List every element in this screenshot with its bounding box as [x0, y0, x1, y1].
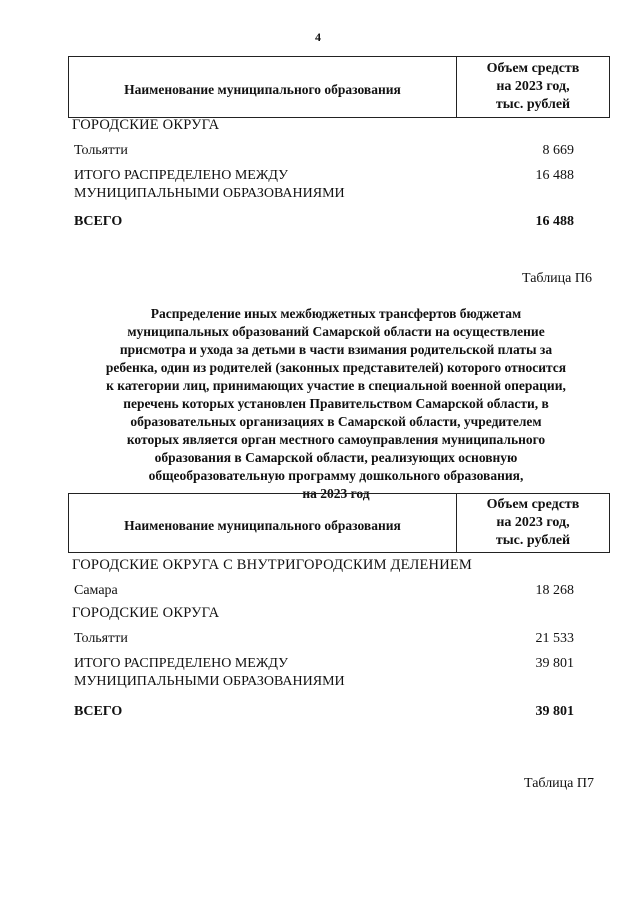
table1-section-city-districts: ГОРОДСКИЕ ОКРУГА [72, 117, 220, 133]
table2-header [68, 493, 610, 553]
table1-row-tolyatti: Тольятти 8 669 [74, 143, 574, 158]
table2-header-value-col: Объем средств на 2023 год, тыс. рублей [486, 497, 580, 548]
table2-header-name-col: Наименование муниципального образования [69, 494, 457, 552]
table1-row-total: ВСЕГО 16 488 [74, 214, 574, 229]
table1-header [68, 56, 610, 118]
table1-header-value-col: Объем средств на 2023 год, тыс. рублей [486, 61, 580, 112]
table2-row-samara: Самара 18 268 [74, 583, 574, 598]
table2-row-total: ВСЕГО 39 801 [74, 704, 574, 719]
table1-header-name-col: Наименование муниципального образования [69, 57, 457, 117]
table-p6-title: Распределение иных межбюджетных трансфертов бюджетам муниципальных образований Самарской области на осуществление присмотра и ухода за детьми в части взимания родительской платы за ребенка, один из родителей (законных представителей) которого относится к категории лиц, принимающих участие в специальной военной операции, перечень которых установлен Правительством Самарской области, в образовательных организациях в Самарской области, учредителем которых является орган местного самоуправления муниципального образования в Самарской области, реализующих основную общеобразовательную программу дошкольного образования, на 2023 год [105, 306, 567, 501]
table2-row-subtotal: ИТОГО РАСПРЕДЕЛЕНО МЕЖДУ МУНИЦИПАЛЬНЫМИ ОБРАЗОВАНИЯМИ 39 801 [74, 656, 574, 689]
table2-section-city-districts: ГОРОДСКИЕ ОКРУГА [72, 605, 220, 621]
table-p7-label: Таблица П7 [524, 776, 594, 791]
table1-row-subtotal: ИТОГО РАСПРЕДЕЛЕНО МЕЖДУ МУНИЦИПАЛЬНЫМИ ОБРАЗОВАНИЯМИ 16 488 [74, 168, 574, 201]
table2-section-city-districts-with-division: ГОРОДСКИЕ ОКРУГА С ВНУТРИГОРОДСКИМ ДЕЛЕНИЕМ [72, 557, 473, 573]
table-p6-label: Таблица П6 [522, 271, 592, 286]
table2-row-tolyatti: Тольятти 21 533 [74, 631, 574, 646]
page-number: 4 [315, 30, 321, 44]
